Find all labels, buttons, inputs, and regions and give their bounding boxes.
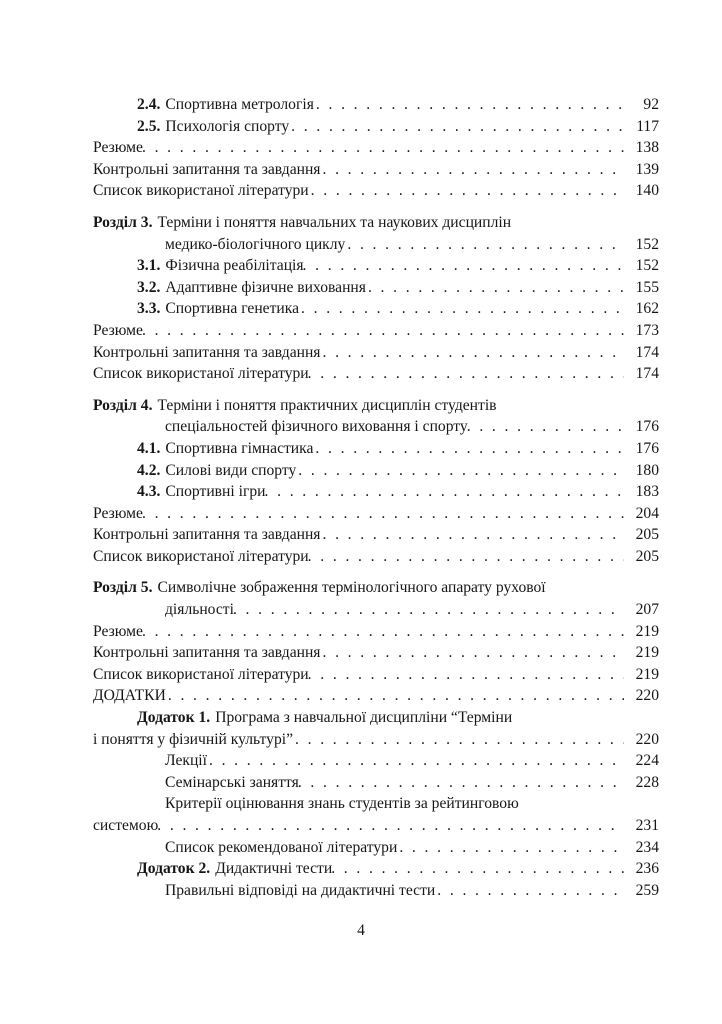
- toc-entry-label: Семінарські заняття: [165, 773, 299, 791]
- toc-chapter-title-cont: медико-біологічного циклу: [165, 235, 346, 253]
- toc-entry-page: 174: [635, 365, 659, 383]
- toc-entry-label: Список використаної літератури: [93, 365, 309, 383]
- toc-entry-title: Силові види спорту: [165, 461, 297, 479]
- toc-entry-title: Спортивна генетика: [165, 300, 300, 318]
- toc-entry-page: 152: [635, 235, 659, 253]
- toc-entry-page: 162: [635, 300, 659, 318]
- dot-leader: [301, 298, 624, 320]
- toc-entry[interactable]: [137, 298, 659, 320]
- toc-entry-label: Лекції: [165, 752, 207, 770]
- toc-entry[interactable]: [137, 94, 659, 116]
- toc-entry-label: Контрольні запитання та завдання: [93, 160, 321, 178]
- toc-entry-label: Контрольні запитання та завдання: [93, 343, 321, 361]
- toc-entry-page: 220: [635, 730, 659, 748]
- toc-entry-title: Спортивні ігри: [165, 483, 266, 501]
- toc-entry-page: 231: [635, 817, 659, 834]
- toc-entry-label: [137, 460, 296, 482]
- toc-entry-page: 180: [635, 461, 659, 479]
- dot-leader: [331, 858, 624, 880]
- dot-leader: [311, 180, 624, 202]
- toc-entry-number: 3.3.: [137, 300, 161, 318]
- dot-leader: [291, 116, 624, 138]
- dot-leader: [142, 320, 624, 342]
- toc-chapter-title: Терміни і поняття навчальних та наукових дисциплін: [157, 213, 512, 231]
- toc-chapter-number: Розділ 4.: [93, 396, 153, 414]
- toc-appendix-heading-line1[interactable]: [137, 707, 659, 729]
- toc-entry[interactable]: [165, 750, 659, 772]
- toc-chapter-title: Терміни і поняття практичних дисциплін студентів: [157, 396, 497, 414]
- dot-leader: [347, 234, 624, 256]
- dot-leader: [316, 94, 624, 116]
- toc-entry[interactable]: [93, 524, 659, 546]
- toc-entry-number: 4.3.: [137, 483, 161, 501]
- toc-chapter-heading-line1[interactable]: [93, 395, 659, 417]
- toc-entry-label: Список використаної літератури: [93, 665, 309, 683]
- toc-entry-appendices[interactable]: [93, 685, 659, 707]
- toc-appendix-title: Програма з навчальної дисципліни “Терміни: [215, 709, 513, 727]
- toc-entry-label: Список використаної літератури: [93, 547, 309, 565]
- toc-entry[interactable]: [137, 438, 659, 460]
- toc-entry-page: 155: [635, 278, 659, 296]
- dot-leader: [322, 524, 624, 546]
- toc-entry-page: 234: [635, 838, 659, 856]
- toc-entry-title: Адаптивне фізичне виховання: [165, 278, 366, 296]
- toc-entry-label: Контрольні запитання та завдання: [93, 526, 321, 544]
- toc-entry[interactable]: [93, 664, 659, 686]
- toc-chapter-title-cont: діяльності: [165, 601, 234, 619]
- toc-entry-number: 4.1.: [137, 439, 161, 457]
- dot-leader: [399, 837, 624, 859]
- section-spacer: [93, 567, 659, 577]
- toc-entry[interactable]: [93, 621, 659, 643]
- toc-chapter-heading-line1[interactable]: [93, 212, 659, 234]
- toc-appendix-number: Додаток 2.: [137, 860, 211, 878]
- toc-entry-label: Список використаної літератури: [93, 182, 309, 200]
- section-spacer: [93, 202, 659, 212]
- toc-entry-page: 204: [635, 504, 659, 522]
- toc-entry-title-cont: системою: [93, 817, 159, 834]
- toc-entry-page: 207: [635, 601, 659, 619]
- toc-appendix-entry[interactable]: [137, 858, 659, 880]
- dot-leader: [368, 277, 624, 299]
- toc-entry[interactable]: [93, 137, 659, 159]
- dot-leader: [295, 729, 624, 751]
- dot-leader: [315, 438, 624, 460]
- toc-chapter-heading-line2[interactable]: [165, 234, 659, 256]
- dot-leader: [233, 599, 624, 621]
- toc-entry-label: Правильні відповіді на дидактичні тести: [165, 881, 436, 899]
- dot-leader: [142, 503, 624, 525]
- toc-entry-label: ДОДАТКИ: [93, 687, 166, 705]
- toc-entry-label: Резюме: [93, 321, 143, 339]
- toc-entry[interactable]: [137, 116, 659, 138]
- dot-leader: [308, 546, 624, 568]
- toc-entry-label: Контрольні запитання та завдання: [93, 644, 321, 662]
- toc-chapter-heading-line2[interactable]: [165, 599, 659, 621]
- toc-entry-title: Критерії оцінювання знань студентів за рейтинговою: [165, 795, 519, 813]
- toc-entry[interactable]: [93, 546, 659, 568]
- toc-entry-title: Психологія спорту: [165, 117, 290, 135]
- toc-entry-title: Спортивна метрологія: [165, 96, 314, 113]
- toc-entry-line2[interactable]: [93, 815, 659, 837]
- dot-leader: [209, 750, 624, 772]
- toc-entry[interactable]: [165, 772, 659, 794]
- toc-entry[interactable]: [93, 363, 659, 385]
- dot-leader: [308, 664, 624, 686]
- toc-entry[interactable]: [93, 180, 659, 202]
- toc-entry-label: [137, 438, 313, 460]
- dot-leader: [322, 342, 624, 364]
- toc-entry[interactable]: [93, 642, 659, 664]
- toc-entry-number: 3.1.: [137, 257, 161, 275]
- toc-entry-page: 219: [635, 644, 659, 662]
- toc-entry[interactable]: [165, 837, 659, 859]
- dot-leader: [168, 685, 624, 707]
- toc-entry-line1[interactable]: [165, 793, 659, 815]
- toc-entry[interactable]: [93, 342, 659, 364]
- toc-entry-page: 236: [635, 860, 659, 878]
- toc-entry-number: 4.2.: [137, 461, 161, 479]
- toc-entry-page: 140: [635, 182, 659, 200]
- toc-entry-page: 174: [635, 343, 659, 361]
- toc-entry[interactable]: [137, 481, 659, 503]
- toc-entry[interactable]: [93, 503, 659, 525]
- toc-entry-label: [137, 255, 304, 277]
- toc-appendix-heading-line2[interactable]: [93, 729, 659, 751]
- toc-entry-page: 152: [635, 257, 659, 275]
- toc-entry-title: Спортивна гімнастика: [165, 439, 314, 457]
- toc-entry-page: 183: [635, 483, 659, 501]
- toc-entry-page: 205: [635, 547, 659, 565]
- toc-entry-page: 205: [635, 526, 659, 544]
- toc-chapter-number: Розділ 3.: [93, 213, 153, 231]
- toc-appendix-title: Дидактичні тести: [215, 860, 333, 878]
- toc-entry-page: 219: [635, 665, 659, 683]
- dot-leader: [308, 363, 624, 385]
- toc-entry[interactable]: [93, 320, 659, 342]
- dot-leader: [322, 642, 624, 664]
- toc-entry-page: 228: [635, 773, 659, 791]
- dot-leader: [467, 416, 624, 438]
- toc-entry-number: 2.4.: [137, 96, 161, 113]
- toc-entry[interactable]: [93, 159, 659, 181]
- dot-leader: [437, 880, 624, 902]
- toc-entry-title: Фізична реабілітація: [165, 257, 304, 275]
- page-folio: 4: [357, 922, 365, 939]
- toc-entry-label: Резюме: [93, 622, 143, 640]
- toc-entry-page: 220: [635, 687, 659, 705]
- toc-entry-page: 173: [635, 321, 659, 339]
- toc-entry-label: [137, 481, 266, 503]
- toc-chapter-title: Символічне зображення термінологічного апарату рухової: [157, 579, 546, 597]
- toc-entry-label: Резюме: [93, 139, 143, 157]
- toc-entry-number: 2.5.: [137, 117, 161, 135]
- toc-entry-page: 259: [635, 881, 659, 899]
- toc-entry-page: 139: [635, 160, 659, 178]
- toc-appendix-number: Додаток 1.: [137, 709, 211, 727]
- toc-entry-page: 224: [635, 752, 659, 770]
- dot-leader: [303, 255, 624, 277]
- table-of-contents: [93, 94, 659, 901]
- toc-entry-page: 176: [635, 418, 659, 436]
- toc-entry-page: 176: [635, 439, 659, 457]
- toc-entry-label: [137, 116, 289, 138]
- toc-chapter-heading-line2[interactable]: [165, 416, 659, 438]
- toc-entry[interactable]: [137, 277, 659, 299]
- toc-entry-page: 117: [636, 117, 659, 135]
- toc-entry[interactable]: [137, 255, 659, 277]
- dot-leader: [265, 481, 625, 503]
- toc-chapter-heading-line1[interactable]: [93, 577, 659, 599]
- toc-entry-page: 92: [643, 96, 659, 113]
- dot-leader: [298, 772, 624, 794]
- dot-leader: [298, 460, 624, 482]
- toc-entry[interactable]: [165, 880, 659, 902]
- dot-leader: [142, 621, 624, 643]
- toc-entry[interactable]: [137, 460, 659, 482]
- dot-leader: [157, 815, 624, 837]
- toc-entry-label: Резюме: [93, 504, 143, 522]
- toc-entry-label: [137, 94, 314, 116]
- toc-entry-label: [137, 298, 299, 320]
- toc-chapter-title-cont: спеціальностей фізичного виховання і спорту: [165, 418, 468, 436]
- toc-appendix-label: [137, 858, 332, 880]
- toc-entry-page: 138: [635, 139, 659, 157]
- toc-entry-number: 3.2.: [137, 278, 161, 296]
- dot-leader: [142, 137, 624, 159]
- dot-leader: [322, 159, 624, 181]
- section-spacer: [93, 385, 659, 395]
- toc-entry-page: 219: [635, 622, 659, 640]
- toc-appendix-title-cont: і поняття у фізичній культурі”: [93, 730, 294, 748]
- toc-entry-label: [137, 277, 366, 299]
- toc-chapter-number: Розділ 5.: [93, 579, 153, 597]
- toc-entry-label: Список рекомендованої літератури: [165, 838, 398, 856]
